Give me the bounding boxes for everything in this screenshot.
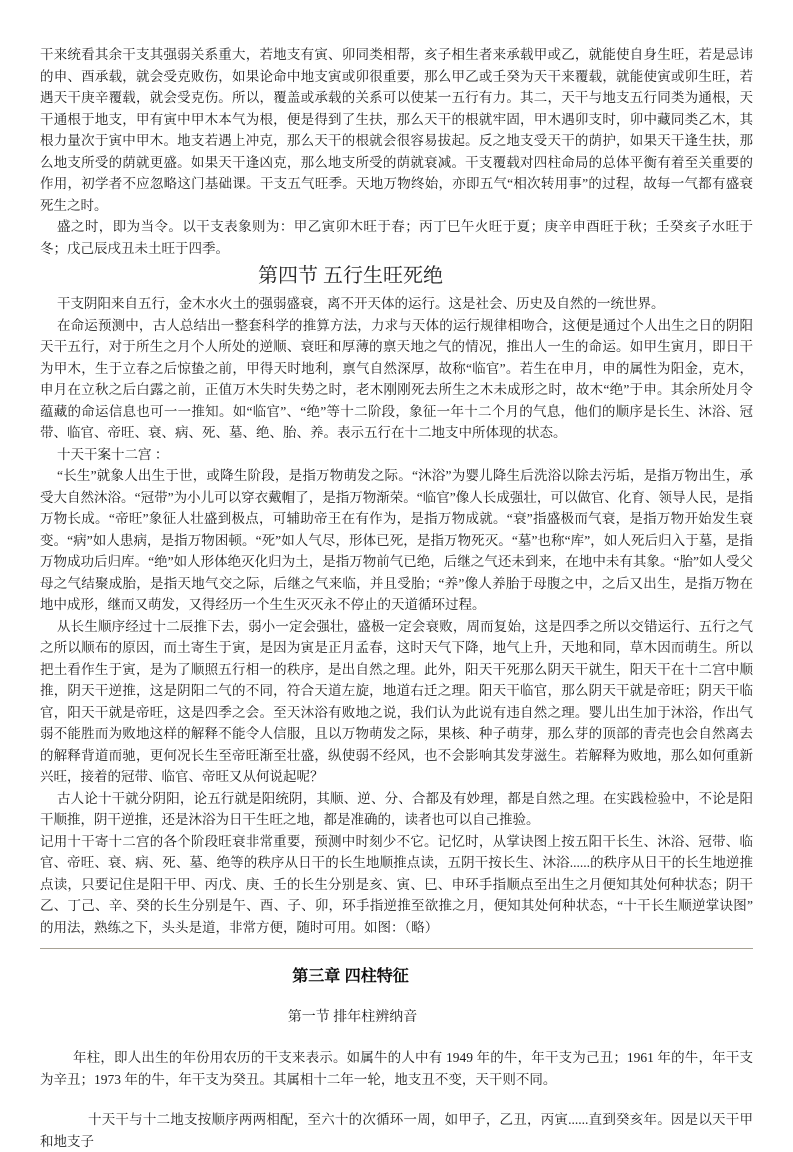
- section-divider: [40, 948, 753, 949]
- paragraph-changsheng-order: 从长生顺序经过十二辰推下去，弱小一定会强壮，盛极一定会衰败，周而复始，这是四季之所以交错运行、五行之气之所以顺布的原因，而土寄生于寅，是因为寅是正月孟春，这时天气下降，地气上升，天地和同，草木因而萌生。所以把土看作生于寅，是为了顺照五行相一的秩序，是出自然之理。此外，阳天干死那么阴天干就生，阳天干在十二宫中顺推，阴天干逆推，这是阴阳二气的不同，符合天道左旋，地道右迁之理。阳天干临官，那么阴天干就是帝旺；阴天干临官，阳天干就是帝旺，这是四季之会。至天沐浴有败地之说，我们认为此说有违自然之理。婴儿出生加于沐浴，作出气弱不能胜而为败地这样的解释不能令人信服，且以万物萌发之际，果核、种子萌芽，那么芽的顶部的青壳也会自然离去的解释背道而驰，更何况长生至帝旺渐至壮盛，纵使弱不经风，也不会影响其发芽滋生。若解释为败地，那么如何重新兴旺，接着的冠带、临官、帝旺又从何说起呢？: [40, 618, 753, 784]
- paragraph-ancients-yinyang: 古人论十干就分阴阳，论五行就是阳统阴，其顺、逆、分、合都及有妙理，都是自然之理。在实践检验中，不论是阳干顺推，阴干逆推，还是沐浴为日干生旺之地，都是准确的，读者也可以自己推验。: [40, 790, 753, 827]
- section-1-heading: 第一节 排年柱辨纳音: [287, 1010, 418, 1025]
- paragraph-year-pillar: 年柱，即人出生的年份用农历的干支来表示。如属牛的人中有 1949 年的牛，年干支为己丑；1961 年的牛，年干支为辛丑；1973 年的牛，年干支为癸丑。其属相十二年一轮，地支丑不变，天干则不同。: [40, 1050, 753, 1087]
- paragraph-memorization-method: 记用十干寄十二宫的各个阶段旺衰非常重要，预测中时刻少不它。记忆时，从掌诀图上按五阳干长生、沐浴、冠带、临官、帝旺、衰、病、死、墓、绝等的秩序从日干的长生地顺推点读，五阴干按长生、沐浴......的秩序从日干的长生地逆推点读，只要记住是阳干甲、丙戊、庚、壬的长生分别是亥、寅、巳、申环手指顺点至出生之月便知其处何种状态；阴干乙、丁己、辛、癸的长生分别是午、酉、子、卯，环手指逆推至欲推之月，便知其处何种状态，“十干长生顺逆掌诀图”的用法，熟练之下，头头是道，非常方便，随时可用。如图：（略）: [40, 833, 753, 935]
- chapter-3-heading: 第三章 四柱特征: [292, 968, 409, 985]
- paragraph-wuxing-intro: 干支阴阳来自五行，金木水火土的强弱盛衰，离不开天体的运行。这是社会、历史及自然的一统世界。: [57, 296, 665, 311]
- section-4-heading: 第四节 五行生旺死绝: [258, 265, 443, 287]
- paragraph-wangji-seasons: 盛之时，即为当令。以干支表象则为：甲乙寅卯木旺于春；丙丁巳午火旺于夏；庚辛申酉旺于秋；壬癸亥子水旺于冬；戊己辰戌丑未土旺于四季。: [40, 219, 753, 256]
- paragraph-twelve-palaces-label: 十天干案十二宫 ：: [57, 446, 169, 462]
- paragraph-ganzhi-coverage: 干来统看其余干支其强弱关系重大，若地支有寅、卯同类相帮，亥子相生者来承载甲或乙，就能使自身生旺，若是忌讳的申、酉承载，就会受克败伤，如果论命中地支寅或卯很重要，那么甲乙或壬癸为天干来覆载，就能使寅或卯生旺，若遇天干庚辛覆载，就会受克伤。所以，覆盖或承载的关系可以使某一五行有力。其二，天干与地支五行同类为通根，天干通根于地支，甲有寅中甲木本气为根，便是得到了生扶，那么天干的根就牢固，甲木遇卯支时，卯中藏同类乙木，其根力量次于寅中甲木。地支若遇上冲克，那么天干的根就会很容易拔起。反之地支受天干的荫护，如果天干逢生扶，那么地支所受的荫就更盛。如果天干逢凶克，那么地支所受的荫就衰减。干支覆载对四柱命局的总体平衡有着至关重要的作用，初学者不应忽略这门基础课。干支五气旺季。天地万物终始，亦即五气“相次转用事”的过程，故每一气都有盛衰死生之时。: [40, 47, 753, 213]
- paragraph-twelve-stages-definitions: “长生”就象人出生于世，或降生阶段，是指万物萌发之际。“沐浴”为婴儿降生后洗浴以除去污垢，是指万物出生，承受大自然沐浴。“冠带”为小儿可以穿衣戴帽了，是指万物渐荣。“临官”像人长成强壮，可以做官、化育、领导人民，是指万物长成。“帝旺”象征人壮盛到极点，可辅助帝王在有作为，是指万物成就。“衰”指盛极而气衰，是指万物开始发生衰变。“病”如人患病，是指万物困顿。“死”如人气尽，形体已死，是指万物死灭。“墓”也称“库”，如人死后归入于墓，是指万物成功后归库。“绝”如人形体绝灭化归为土，是指万物前气已绝，后继之气还未到来，在地中未有其象。“胎”如人受父母之气结聚成胎，是指天地气交之际，后继之气来临，并且受胎；“养”像人养胎于母腹之中，之后又出生，是指万物在地中成形，继而又萌发，又得经历一个生生灭灭永不停止的天道循环过程。: [40, 468, 753, 612]
- paragraph-mingyun-prediction: 在命运预测中，古人总结出一整套科学的推算方法，力求与天体的运行规律相吻合，这便是通过个人出生之日的阴阳天干五行，对于所生之月个人所处的逆顺、衰旺和厚薄的禀天地之气的情况，推出人一生的命运。如甲生寅月，即日干为甲木，生于立春之后惊蛰之前，甲得天时地利，禀气自然深厚，故称“临官”。若生在申月，申的属性为阳金，克木，申月在立秋之后白露之前，正值万木失时失势之时，老木刚刚死去所生之木未成形之时，故木“绝”于申。其余所处月令蕴藏的命运信息也可一一推知。如“临官”、“绝”等十二阶段，象征一年十二个月的气息，他们的顺序是长生、沐浴、冠带、临官、帝旺、衰、病、死、墓、绝、胎、养。表示五行在十二地支中所体现的状态。: [40, 317, 753, 440]
- paragraph-sixty-jiazi: 十天干与十二地支按顺序两两相配，至六十的次循环一周，如甲子，乙丑，丙寅......直到癸亥年。因是以天干甲和地支子: [40, 1112, 753, 1149]
